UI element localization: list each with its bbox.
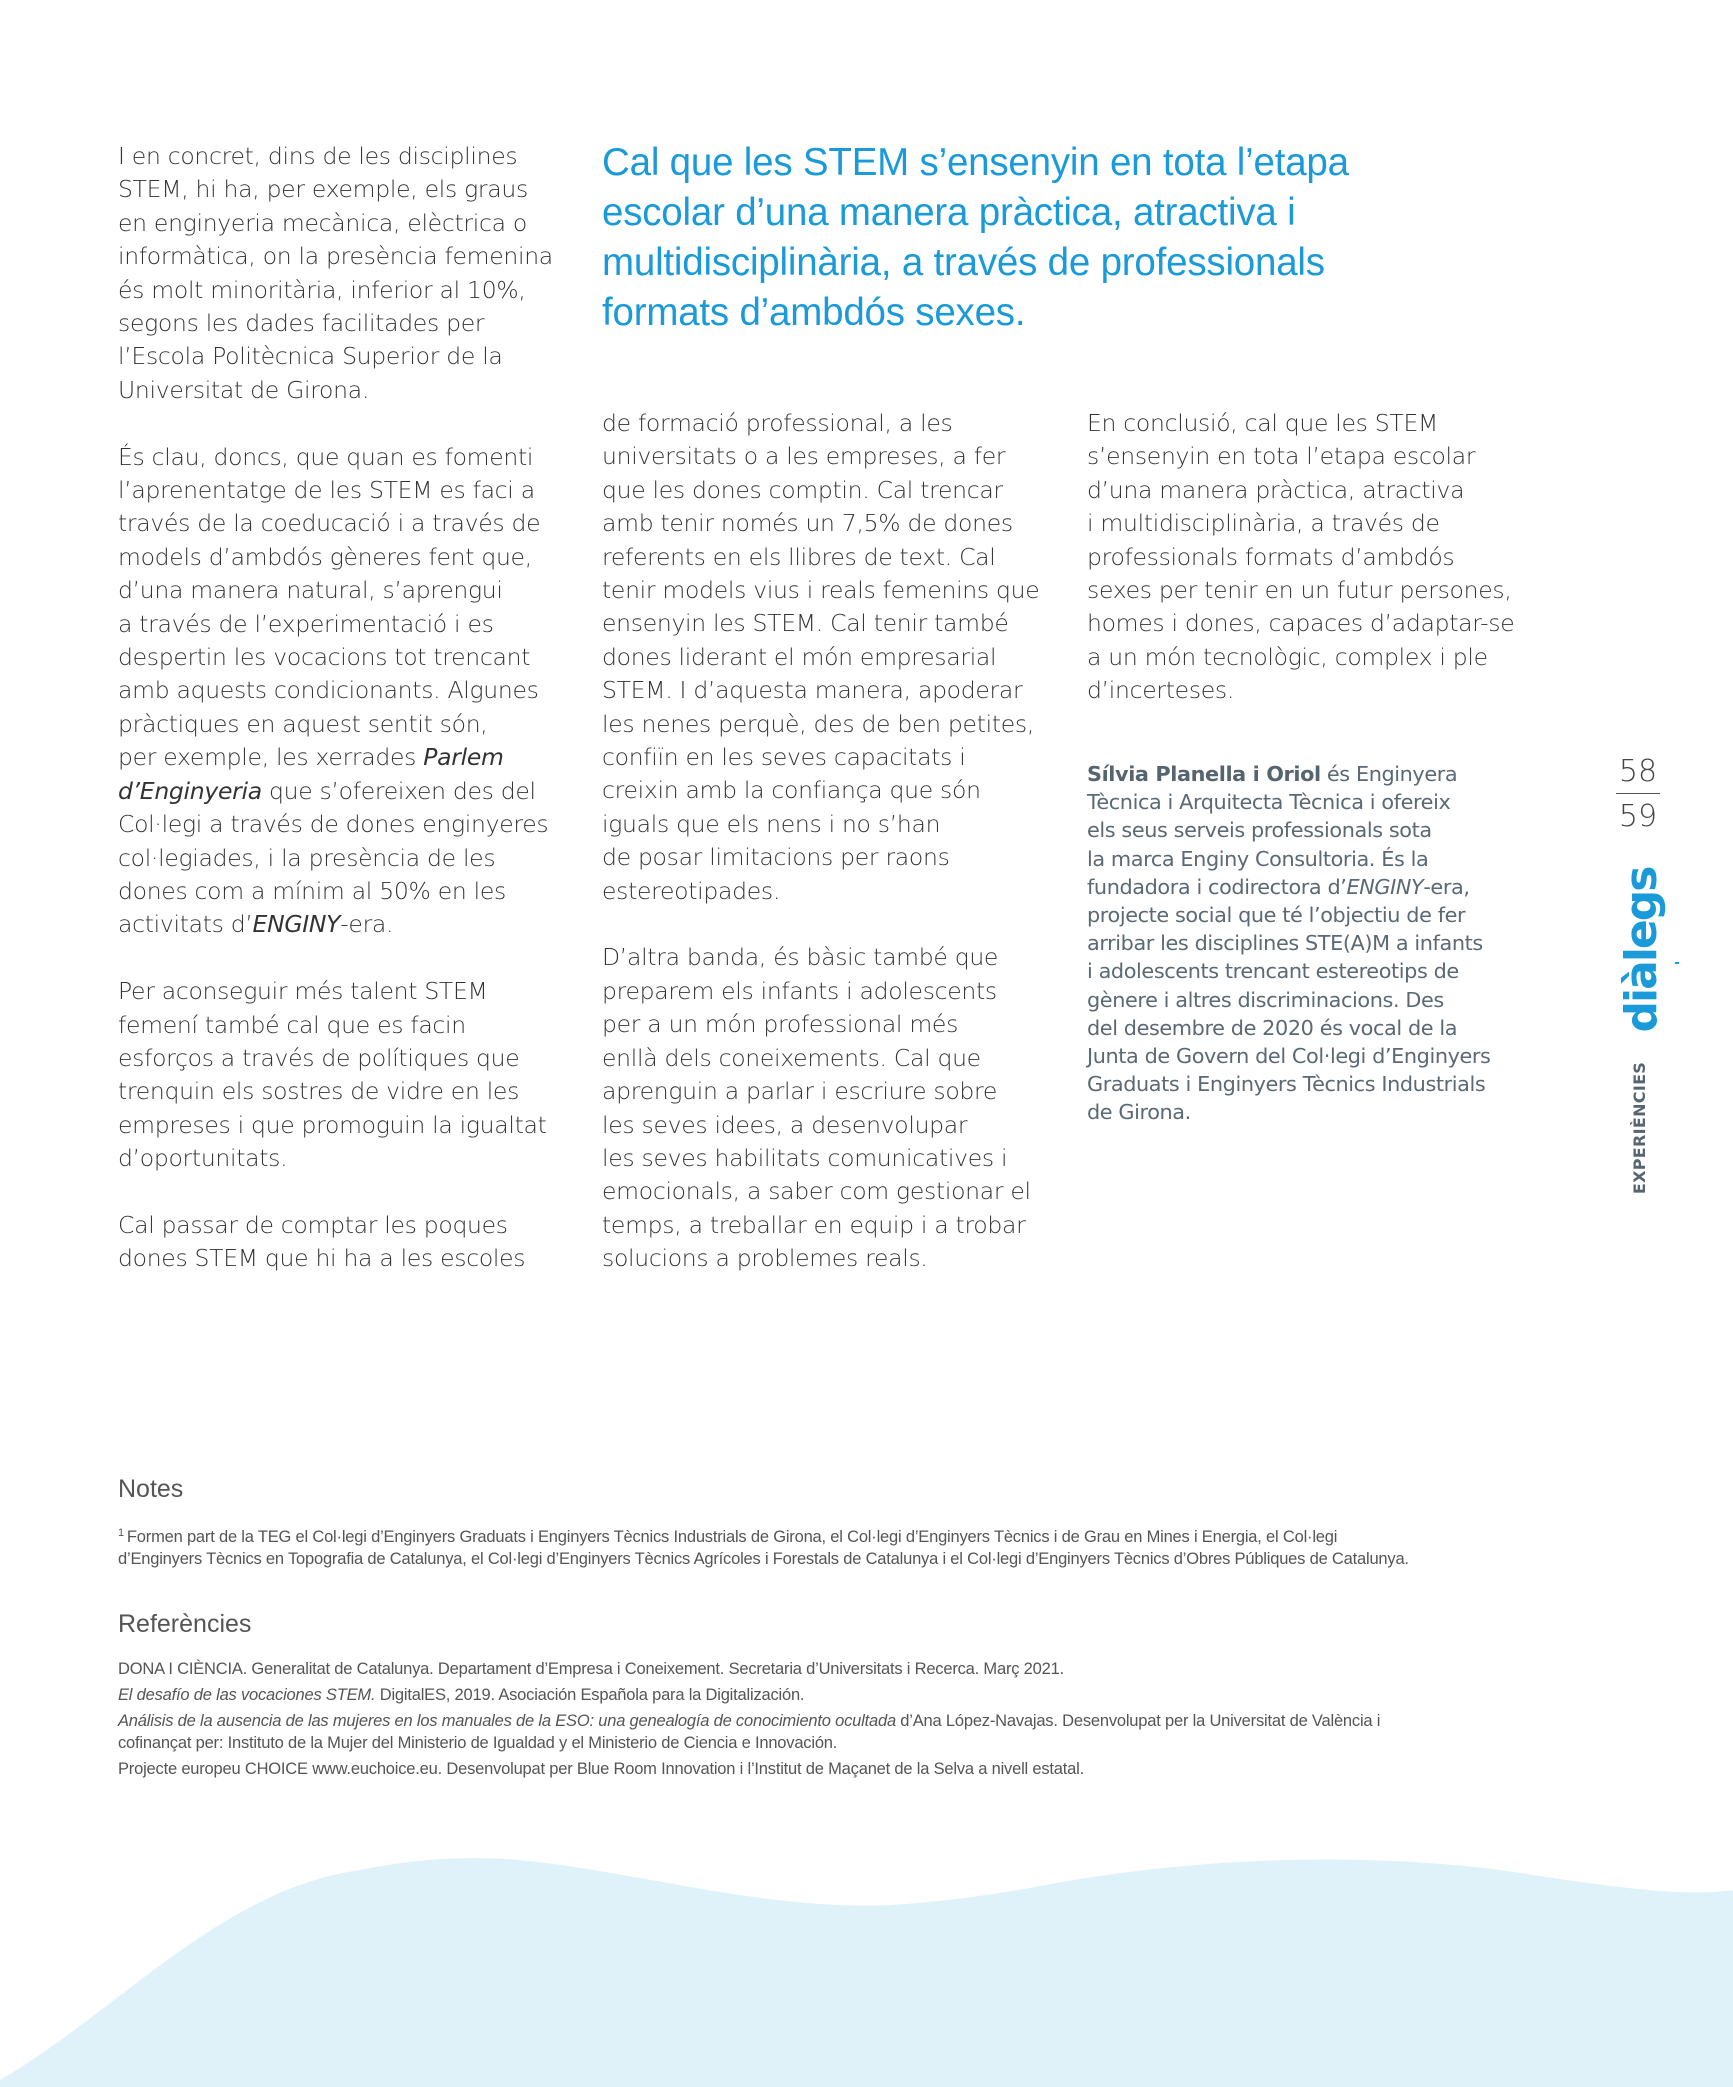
bio-text: és Enginyera Tècnica i Arquitecta Tècnica i ofereix els seus serveis professionals sota la marca Enginy Consultoria. És la fundadora i codirectora d’ [1087,762,1458,899]
paragraph-text: És clau, doncs, que quan es fomenti l’aprenentatge de les STEM es faci a través de la coeducació i a través de models d’ambdós gèneres fent que, d’una manera natural, s’aprengui a través de l’experimentació i es despertin les vocacions tot trencant amb aquests condicionants. Algunes pràctiques en aquest sentit són, per exemple, les xerrades [118,442,541,772]
reference-item [118,1758,1558,1780]
brand-name: diàlegs [1616,867,1667,1033]
reference-text: Projecte europeu CHOICE www.euchoice.eu. Desenvolupat per Blue Room Innovation i l’Institut de Maçanet de la Selva a nivell estatal. [118,1760,1084,1778]
pull-quote-line: escolar d’una manera pràctica, atractiva i [602,191,1296,234]
page-numbers [1616,753,1660,836]
paragraph: Cal passar de comptar les poques dones STEM que hi ha a les escoles [118,1210,526,1273]
article-column-3 [1087,407,1537,708]
paragraph [118,441,588,942]
paragraph: I en concret, dins de les disciplines STEM, hi ha, per exemple, els graus en enginyeria mecànica, elèctrica o informàtica, on la presència femenina és molt minoritària, inferior al 10%, segons les dades facilitades per l’Escola Politècnica Superior de la Universitat de Girona. [118,142,553,404]
pull-quote-line: multidisciplinària, a través de professionals [602,241,1325,284]
italic-name: ENGINY [1346,874,1424,899]
bio-text: -era, projecte social que té l’objectiu de fer arribar les disciplines STE(A)M a infants i adolescents trencant estereotips de gènere i altres discriminacions. Des del desembre de 2020 és vocal de la Junta de Govern del Col·legi d’Enginyers Graduats i Enginyers Tècnics Industrials de Girona. [1087,874,1491,1125]
pull-quote [602,138,1502,338]
reference-text: DONA I CIÈNCIA. Generalitat de Catalunya. Departament d’Empresa i Coneixement. Secretaria d’Universitats i Recerca. Març 2021. [118,1660,1064,1678]
page-number-divider [1616,793,1660,794]
brand-logo [1612,867,1672,1033]
page-number-left: 58 [1618,754,1658,789]
footnote-marker: 1 [118,1527,124,1539]
reference-text: d’Ana López-Navajas. Desenvolupat per la Universitat de València i cofinançat per: Instituto de la Mujer del Ministerio de Igualdad y el Ministerio de Ciencia e Innovación. [118,1712,1381,1752]
article-column-1 [118,140,588,1276]
footnote-text: Formen part de la TEG el Col·legi d’Enginyers Graduats i Enginyers Tècnics Industrials de Girona, el Col·legi d’Enginyers Tècnics i de Grau en Mines i Energia, el Col·legi d’Enginyers Tècnics en Topografia de Catalunya, el Col·legi d’Enginyers Tècnics Agrícoles i Forestals de Catalunya i el Col·legi d’Enginyers Tècnics d’Obres Públiques de Catalunya. [118,1528,1409,1568]
paragraph: D’altra banda, és bàsic també que preparem els infants i adolescents per a un món professional més enllà dels coneixements. Cal que aprenguin a parlar i escriure sobre les seves idees, a desenvolupar les seves habilitats comunicatives i emocionals, a saber com gestionar el temps, a treballar en equip i a trobar solucions a problemes reals. [602,943,1031,1273]
footnote [118,1522,1558,1570]
italic-title: Parlem d’Enginyeria [118,743,504,805]
wave-shape [0,1858,1733,2087]
section-name: EXPERIÈNCIES [1630,1061,1649,1194]
pull-quote-line: formats d’ambdós sexes. [602,291,1026,334]
author-name: Sílvia Planella i Oriol [1087,762,1321,786]
section-label [1620,1055,1660,1200]
paragraph: En conclusió, cal que les STEM s’ensenyin en tota l’etapa escolar d’una manera pràctica, atractiva i multidisciplinària, a través de professionals formats d’ambdós sexes per tenir en un futur persones, homes i dones, capaces d’adaptar-se a un món tecnològic, complex i ple d’incerteses. [1087,409,1515,705]
author-bio [1087,760,1567,1127]
article-column-2 [602,407,1062,1276]
reference-title: Análisis de la ausencia de las mujeres en los manuales de la ESO: una genealogía de conocimiento ocultada [118,1712,896,1730]
reference-text: DigitalES, 2019. Asociación Española para la Digitalización. [375,1686,805,1704]
reference-title: El desafío de las vocaciones STEM. [118,1686,376,1704]
paragraph: Per aconseguir més talent STEM femení també cal que es facin esforços a través de polítiques que trenquin els sostres de vidre en les empreses i que promoguin la igualtat d’oportunitats. [118,977,547,1173]
italic-name: ENGINY [252,910,341,939]
decorative-wave [0,1850,1733,2087]
reference-item [118,1710,1558,1754]
brand-mark [1675,962,1679,964]
notes-heading: Notes [118,1475,184,1503]
paragraph-text: que s’ofereixen des del Col·legi a través de dones enginyeres col·legiades, i la presència de les dones com a mínim al 50% en les activitats d’ [118,776,549,939]
reference-item [118,1684,1558,1706]
paragraph-text: -era. [340,910,394,939]
paragraph: de formació professional, a les universitats o a les empreses, a fer que les dones comptin. Cal trencar amb tenir només un 7,5% de dones referents en els llibres de text. Cal tenir models vius i reals femenins que ensenyin les STEM. Cal tenir també dones liderant el món empresarial STEM. I d’aquesta manera, apoderar les nenes perquè, des de ben petites, confiïn en les seves capacitats i creixin amb la confiança que són iguals que els nens i no s’han de posar limitacions per raons estereotipades. [602,409,1040,905]
pull-quote-line: Cal que les STEM s’ensenyin en tota l’etapa [602,141,1349,184]
page-number-right: 59 [1618,799,1658,834]
references-list [118,1658,1558,1784]
reference-item [118,1658,1558,1680]
references-heading: Referències [118,1610,252,1638]
